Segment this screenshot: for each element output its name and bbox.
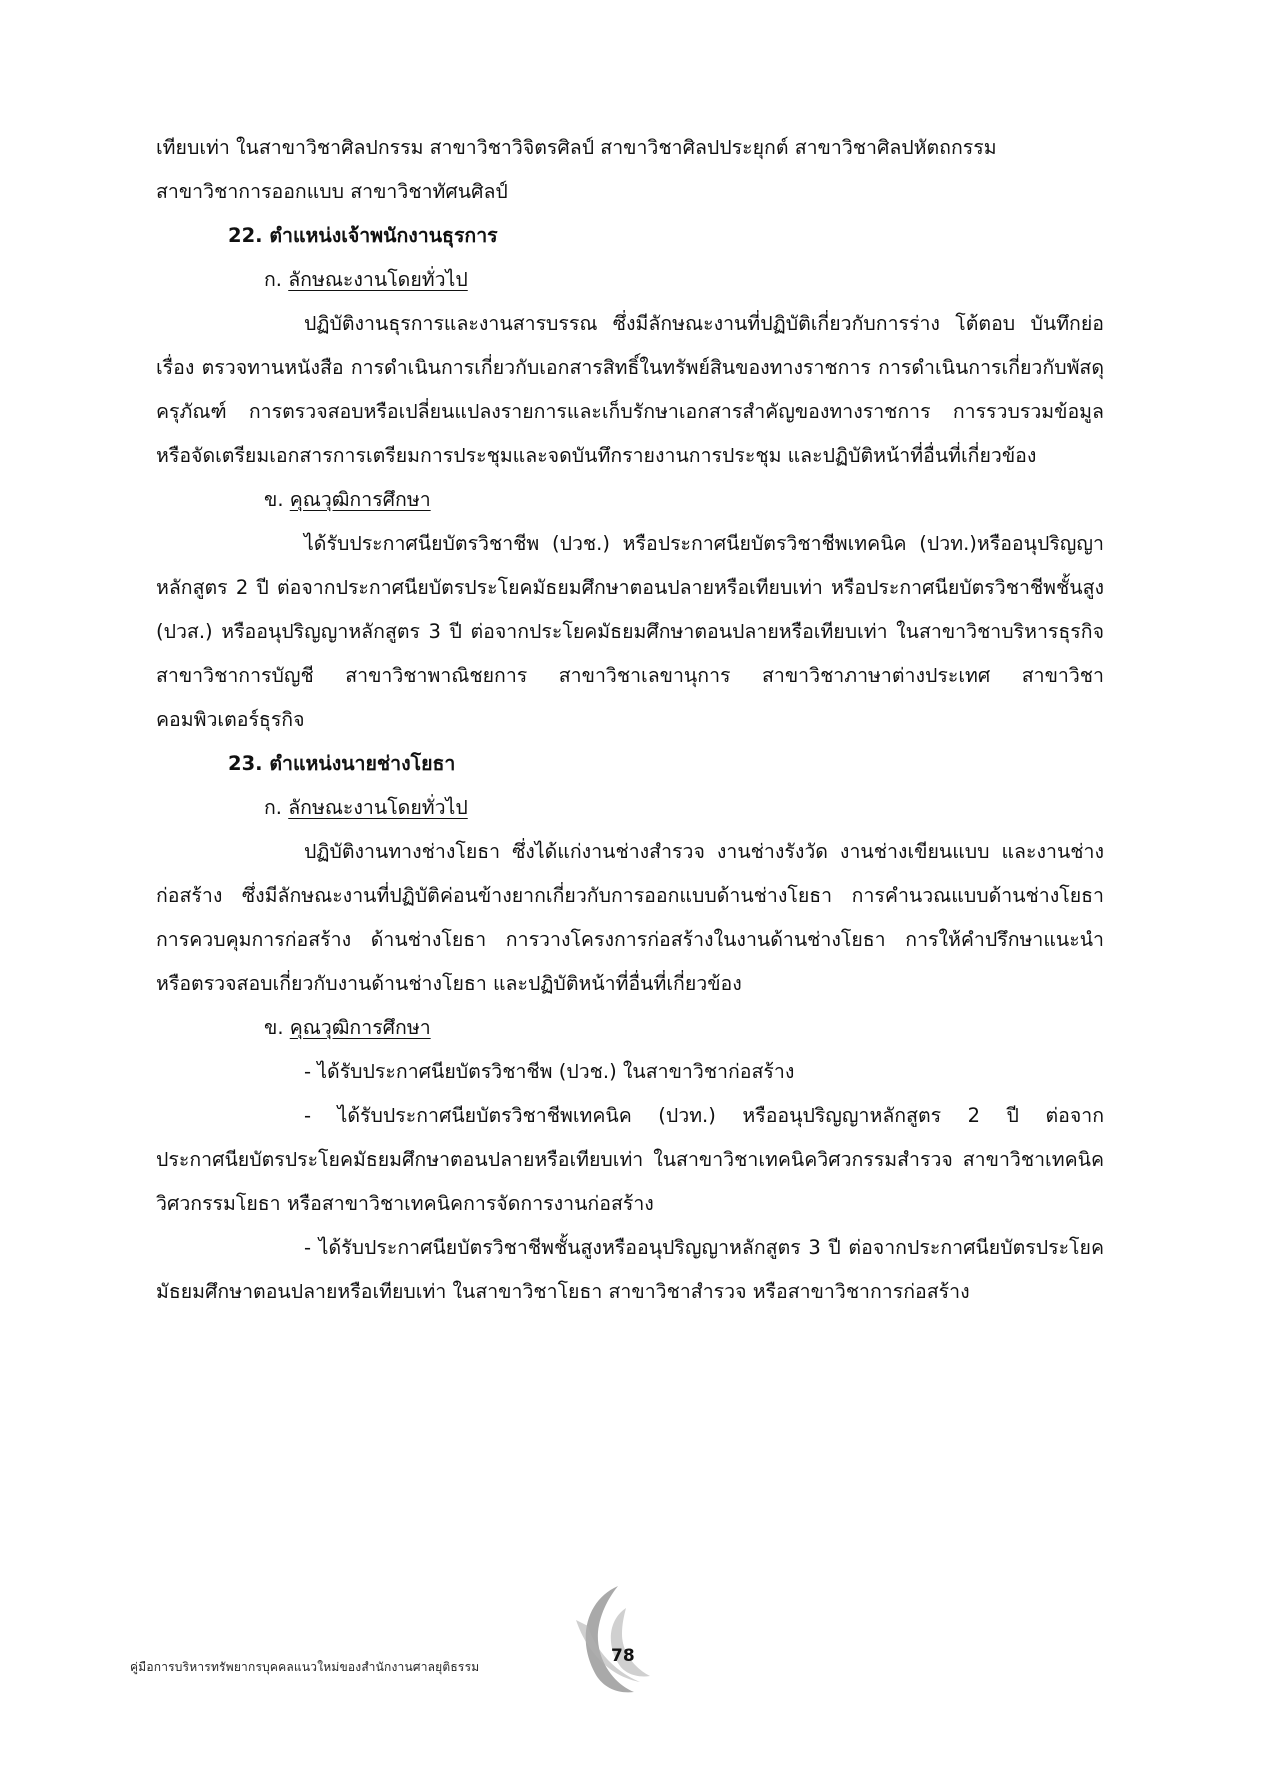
subheading-prefix: ข. bbox=[264, 488, 290, 511]
subheading-label: ลักษณะงานโดยทั่วไป bbox=[288, 796, 468, 819]
subheading-label: คุณวุฒิการศึกษา bbox=[289, 1016, 431, 1039]
swoosh-logo-icon bbox=[556, 1580, 656, 1700]
general-duties-text-22: ปฏิบัติงานธุรการและงานสารบรรณ ซึ่งมีลักษณะงานที่ปฏิบัติเกี่ยวกับการร่าง โต้ตอบ บันทึกย่อเรื่อง ตรวจทานหนังสือ การดำเนินการเกี่ยวกับเอกสารสิทธิ์ในทรัพย์สินของทางราชการ การดำเนินการเกี่ยวกับพัสดุ ครุภัณฑ์ การตรวจสอบหรือเปลี่ยนแปลงรายการและเก็บรักษาเอกสารสำคัญของทางราชการ การรวบรวมข้อมูล หรือจัดเตรียมเอกสารการเตรียมการประชุมและจดบันทึกรายงานการประชุม และปฏิบัติหน้าที่อื่นที่เกี่ยวข้อง bbox=[156, 312, 1104, 467]
qualification-bullet: - ได้รับประกาศนียบัตรวิชาชีพ (ปวช.) ในสาขาวิชาก่อสร้าง bbox=[304, 1060, 795, 1083]
subheading-qualifications-22 bbox=[156, 478, 1104, 522]
page-body bbox=[156, 126, 1104, 1314]
subheading-prefix: ก. bbox=[264, 796, 289, 819]
intro-line-1: เทียบเท่า ในสาขาวิชาศิลปกรรม สาขาวิชาวิจิตรศิลป์ สาขาวิชาศิลปประยุกต์ สาขาวิชาศิลปหัตถกรรม bbox=[156, 136, 997, 159]
qualifications-text-22: ได้รับประกาศนียบัตรวิชาชีพ (ปวช.) หรือประกาศนียบัตรวิชาชีพเทคนิค (ปวท.)หรืออนุปริญญาหลักสูตร 2 ปี ต่อจากประกาศนียบัตรประโยคมัธยมศึกษาตอนปลายหรือเทียบเท่า หรือประกาศนียบัตรวิชาชีพชั้นสูง (ปวส.) หรืออนุปริญญาหลักสูตร 3 ปี ต่อจากประโยคมัธยมศึกษาตอนปลายหรือเทียบเท่า ในสาขาวิชาบริหารธุรกิจ สาขาวิชาการบัญชี สาขาวิชาพาณิชยการ สาขาวิชาเลขานุการ สาขาวิชาภาษาต่างประเทศ สาขาวิชาคอมพิวเตอร์ธุรกิจ bbox=[156, 532, 1104, 731]
subheading-general-duties-23 bbox=[156, 786, 1104, 830]
subheading-general-duties-22 bbox=[156, 258, 1104, 302]
page-number: 78 bbox=[611, 1646, 635, 1666]
page-footer bbox=[0, 1580, 1276, 1720]
general-duties-text-23: ปฏิบัติงานทางช่างโยธา ซึ่งได้แก่งานช่างสำรวจ งานช่างรังวัด งานช่างเขียนแบบ และงานช่างก่อสร้าง ซึ่งมีลักษณะงานที่ปฏิบัติค่อนข้างยากเกี่ยวกับการออกแบบด้านช่างโยธา การคำนวณแบบด้านช่างโยธา การควบคุมการก่อสร้าง ด้านช่างโยธา การวางโครงการก่อสร้างในงานด้านช่างโยธา การให้คำปรึกษาแนะนำ หรือตรวจสอบเกี่ยวกับงานด้านช่างโยธา และปฏิบัติหน้าที่อื่นที่เกี่ยวข้อง bbox=[156, 840, 1104, 995]
qualification-bullet: - ได้รับประกาศนียบัตรวิชาชีพเทคนิค (ปวท.) หรืออนุปริญญาหลักสูตร 2 ปี ต่อจากประกาศนียบัตรประโยคมัธยมศึกษาตอนปลายหรือเทียบเท่า ในสาขาวิชาเทคนิควิศวกรรมสำรวจ สาขาวิชาเทคนิควิศวกรรมโยธา หรือสาขาวิชาเทคนิคการจัดการงานก่อสร้าง bbox=[156, 1104, 1104, 1215]
subheading-label: ลักษณะงานโดยทั่วไป bbox=[288, 268, 468, 291]
section-heading-22: 22. ตำแหน่งเจ้าพนักงานธุรการ bbox=[228, 224, 498, 247]
section-heading-23: 23. ตำแหน่งนายช่างโยธา bbox=[228, 752, 456, 775]
subheading-prefix: ก. bbox=[264, 268, 289, 291]
subheading-qualifications-23 bbox=[156, 1006, 1104, 1050]
intro-paragraph bbox=[156, 126, 1104, 214]
subheading-label: คุณวุฒิการศึกษา bbox=[289, 488, 431, 511]
subheading-prefix: ข. bbox=[264, 1016, 290, 1039]
qualification-bullet: - ได้รับประกาศนียบัตรวิชาชีพชั้นสูงหรืออนุปริญญาหลักสูตร 3 ปี ต่อจากประกาศนียบัตรประโยคมัธยมศึกษาตอนปลายหรือเทียบเท่า ในสาขาวิชาโยธา สาขาวิชาสำรวจ หรือสาขาวิชาการก่อสร้าง bbox=[156, 1236, 1104, 1303]
manual-title: คู่มือการบริหารทรัพยากรบุคคลแนวใหม่ของสำนักงานศาลยุติธรรม bbox=[130, 1660, 480, 1674]
intro-line-2: สาขาวิชาการออกแบบ สาขาวิชาทัศนศิลป์ bbox=[156, 180, 508, 203]
